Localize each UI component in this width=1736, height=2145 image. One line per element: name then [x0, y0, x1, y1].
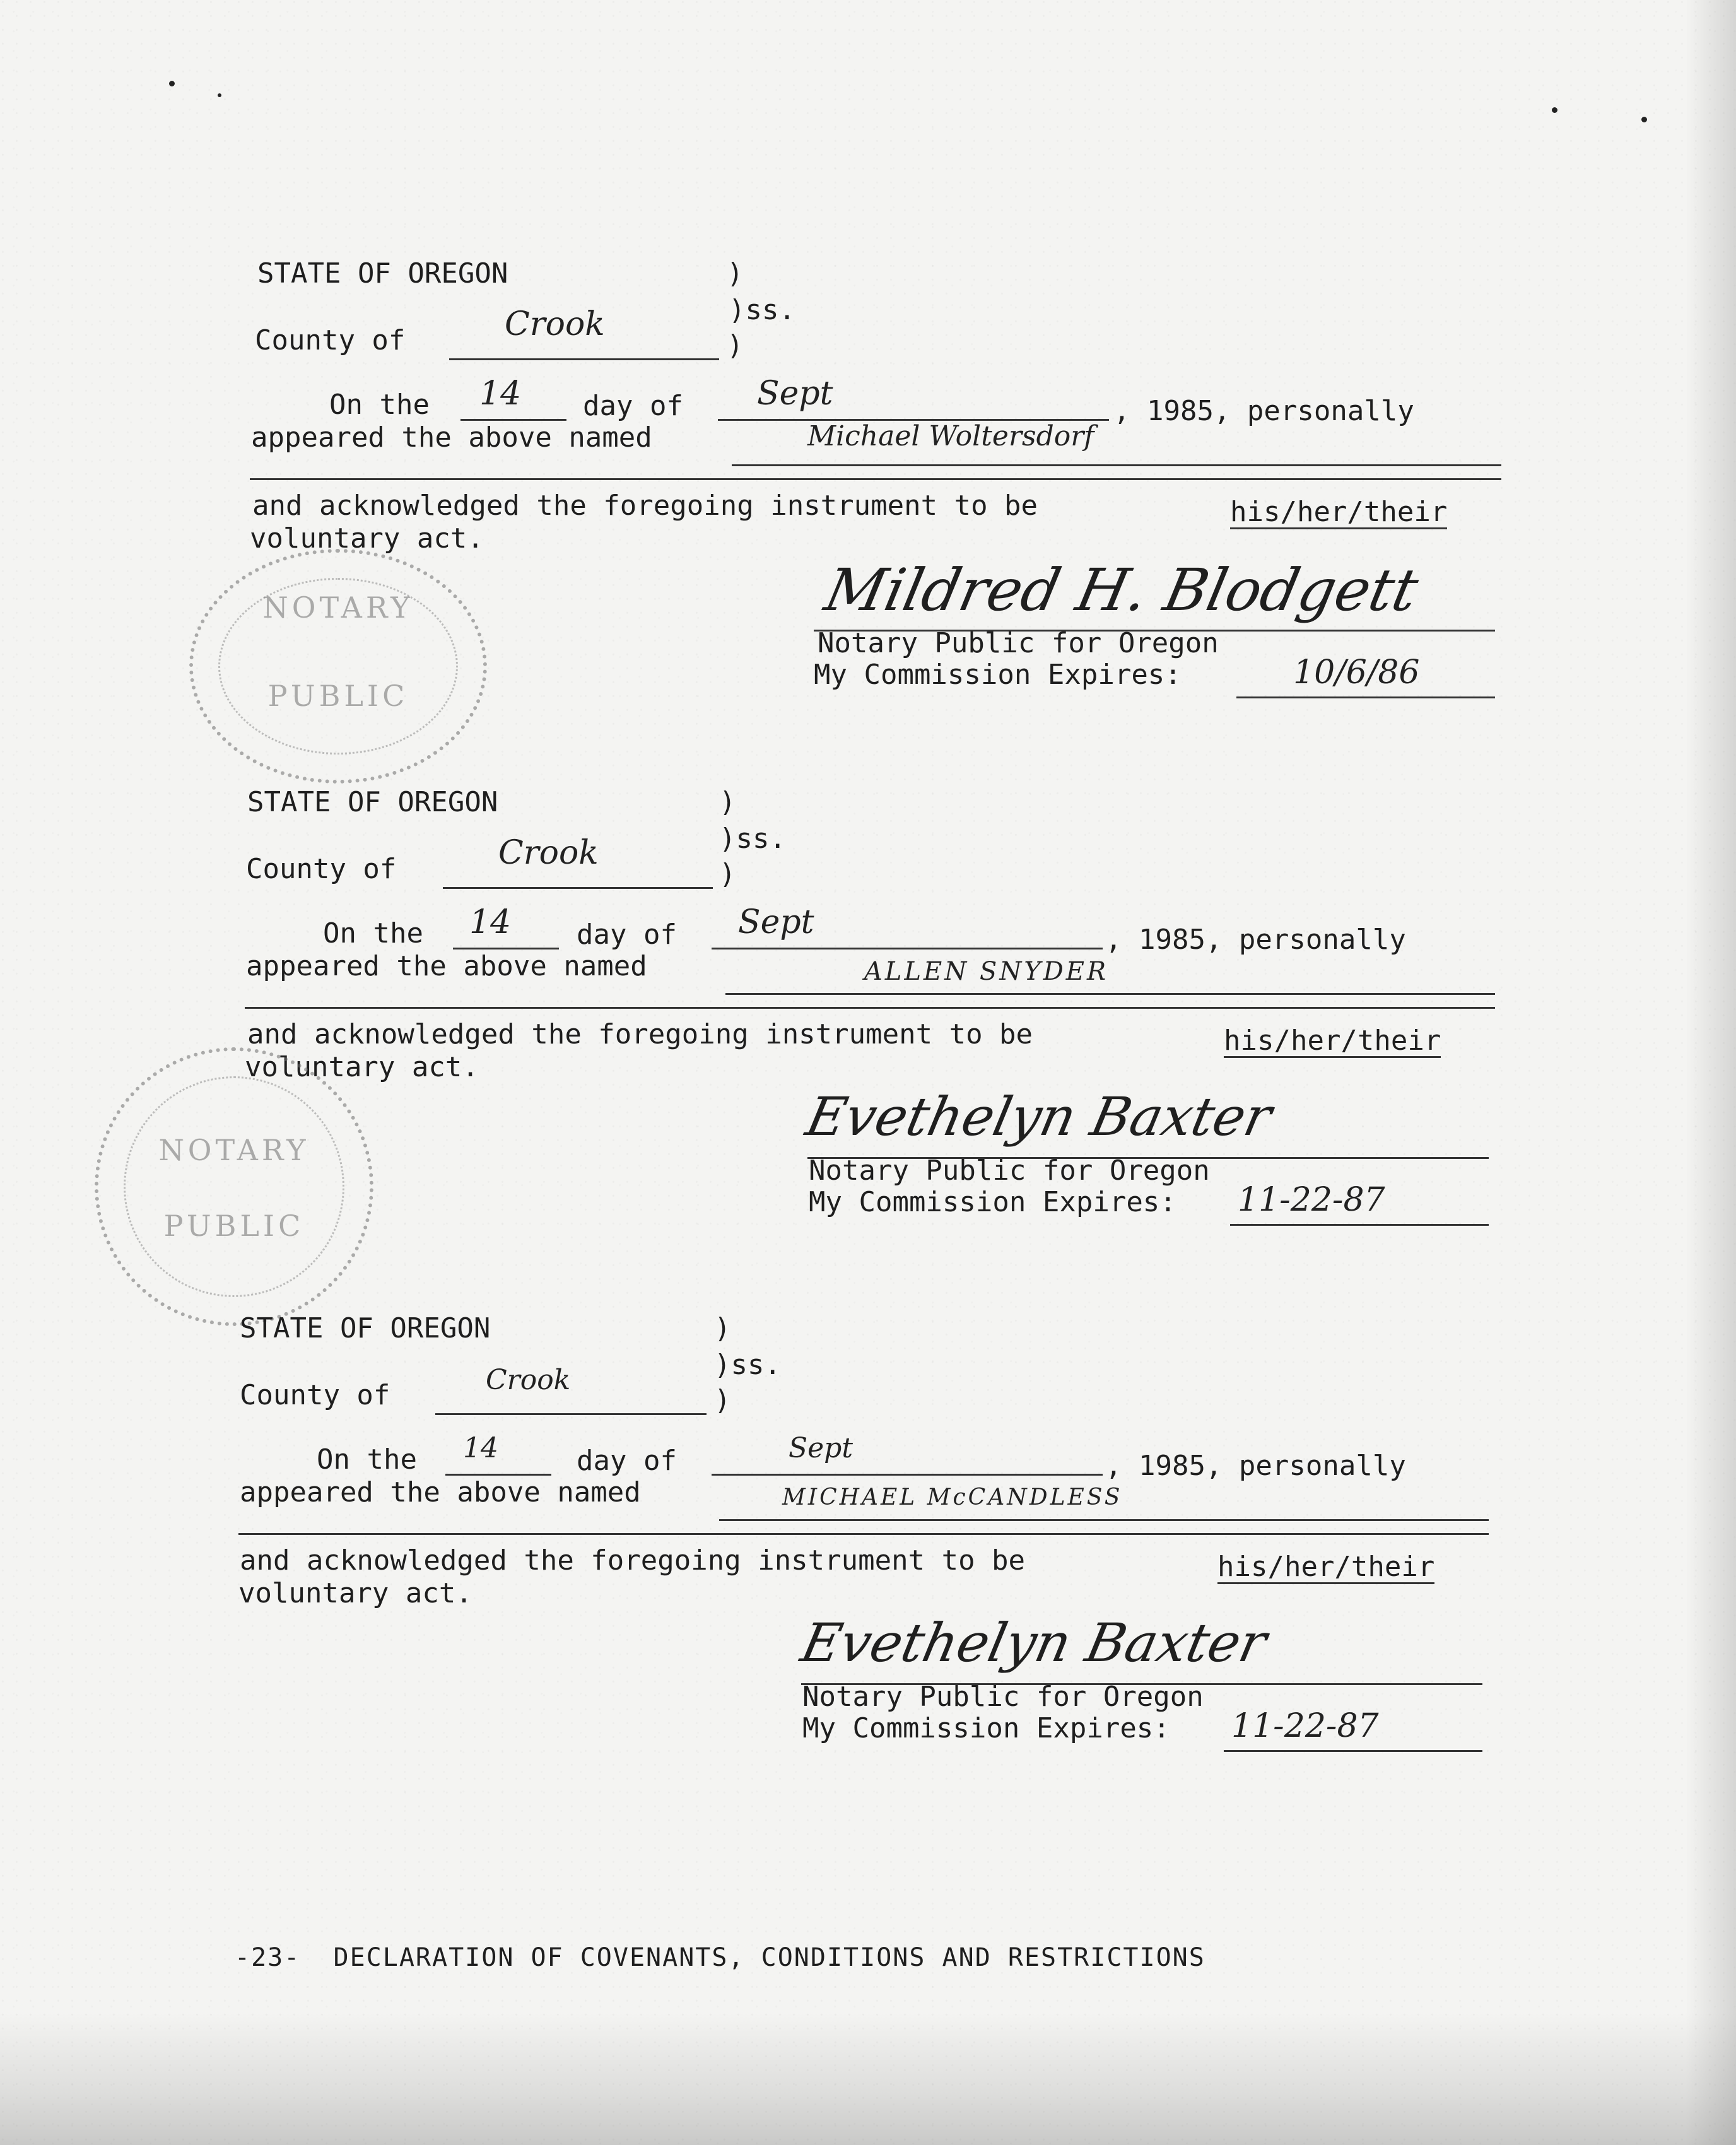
day-line	[445, 1474, 551, 1476]
page-footer: -23- DECLARATION OF COVENANTS, CONDITIONS AND RESTRICTIONS	[235, 1943, 1205, 1972]
voluntary-text: voluntary act.	[245, 1051, 479, 1083]
county-line	[449, 358, 719, 360]
name-line-2	[245, 1007, 1495, 1009]
month-value: Sept	[757, 375, 833, 413]
day-line	[460, 419, 566, 421]
commission-label: My Commission Expires:	[809, 1186, 1176, 1218]
notary-label: Notary Public for Oregon	[818, 627, 1219, 659]
month-value: Sept	[789, 1432, 853, 1464]
day-value: 14	[463, 1432, 498, 1464]
county-label: County of	[246, 853, 397, 885]
year-text: , 1985, personally	[1105, 1450, 1406, 1482]
month-value: Sept	[738, 903, 814, 941]
seal-text-bottom: PUBLIC	[163, 1209, 305, 1243]
commission-label: My Commission Expires:	[802, 1712, 1170, 1744]
notary-signature: Mildred H. Blodgett	[819, 556, 1424, 624]
notary-seal-2	[95, 1047, 373, 1326]
paren: )	[719, 786, 736, 818]
commission-value: 11-22-87	[1231, 1707, 1379, 1745]
day-value: 14	[469, 903, 512, 941]
name-value: Michael Woltersdorf	[807, 420, 1094, 452]
pronouns: his/her/their	[1217, 1551, 1435, 1583]
ss-label: )ss.	[729, 294, 795, 326]
name-line	[732, 464, 1501, 466]
notary-seal-1	[189, 549, 487, 784]
county-label: County of	[255, 324, 406, 356]
commission-line	[1236, 696, 1495, 698]
scan-speck	[218, 93, 221, 97]
ss-label: )ss.	[714, 1349, 781, 1381]
notary-signature: Evethelyn Baxter	[795, 1612, 1272, 1674]
on-the-label: On the	[329, 389, 430, 421]
county-value: Crook	[505, 305, 605, 343]
month-line	[712, 948, 1103, 949]
county-value: Crook	[498, 834, 599, 872]
scan-speck	[169, 81, 175, 86]
scan-speck	[1641, 117, 1647, 122]
name-line-2	[238, 1533, 1489, 1535]
county-value: Crook	[486, 1364, 571, 1396]
paren: )	[727, 329, 744, 361]
name-value: MICHAEL McCANDLESS	[782, 1484, 1123, 1510]
day-value: 14	[479, 375, 522, 413]
appeared-label: appeared the above named	[240, 1476, 641, 1508]
paren: )	[714, 1384, 731, 1416]
scan-speck	[1552, 107, 1557, 113]
commission-value: 11-22-87	[1238, 1181, 1385, 1219]
county-line	[435, 1413, 707, 1415]
day-of-label: day of	[577, 919, 677, 951]
paren: )	[719, 858, 736, 890]
voluntary-text: voluntary act.	[238, 1577, 472, 1609]
paren: )	[714, 1312, 731, 1344]
seal-text-top: NOTARY	[262, 591, 414, 625]
commission-line	[1224, 1750, 1482, 1752]
commission-line	[1230, 1224, 1489, 1226]
county-line	[443, 887, 713, 889]
month-line	[712, 1474, 1103, 1476]
notary-label: Notary Public for Oregon	[809, 1155, 1210, 1187]
on-the-label: On the	[323, 917, 423, 949]
scan-shadow-right	[1686, 0, 1736, 2145]
name-line	[725, 993, 1495, 995]
ss-label: )ss.	[719, 823, 786, 855]
paren: )	[727, 257, 744, 290]
commission-label: My Commission Expires:	[814, 659, 1182, 691]
state-label: STATE OF OREGON	[257, 257, 508, 290]
scan-shadow-bottom	[0, 2013, 1736, 2145]
pronouns: his/her/their	[1224, 1025, 1441, 1057]
ack-text: and acknowledged the foregoing instrument to be	[252, 490, 1038, 522]
seal-text-top: NOTARY	[158, 1133, 310, 1167]
pronouns: his/her/their	[1230, 496, 1448, 528]
appeared-label: appeared the above named	[251, 421, 652, 454]
ack-text: and acknowledged the foregoing instrument to be	[247, 1018, 1033, 1050]
on-the-label: On the	[317, 1443, 417, 1476]
name-line-2	[250, 478, 1501, 480]
appeared-label: appeared the above named	[246, 950, 647, 982]
seal-text-bottom: PUBLIC	[267, 679, 409, 713]
commission-value: 10/6/86	[1293, 654, 1420, 691]
voluntary-text: voluntary act.	[250, 522, 484, 555]
state-label: STATE OF OREGON	[240, 1312, 491, 1344]
day-line	[453, 948, 559, 949]
year-text: , 1985, personally	[1113, 395, 1414, 427]
day-of-label: day of	[577, 1445, 677, 1477]
name-value: ALLEN SNYDER	[864, 957, 1109, 986]
name-line	[719, 1519, 1489, 1521]
day-of-label: day of	[583, 390, 683, 422]
ack-text: and acknowledged the foregoing instrument to be	[240, 1544, 1026, 1577]
state-label: STATE OF OREGON	[247, 786, 498, 818]
notary-signature: Evethelyn Baxter	[801, 1086, 1277, 1148]
notary-label: Notary Public for Oregon	[802, 1681, 1204, 1713]
year-text: , 1985, personally	[1105, 924, 1406, 956]
county-label: County of	[240, 1379, 390, 1411]
